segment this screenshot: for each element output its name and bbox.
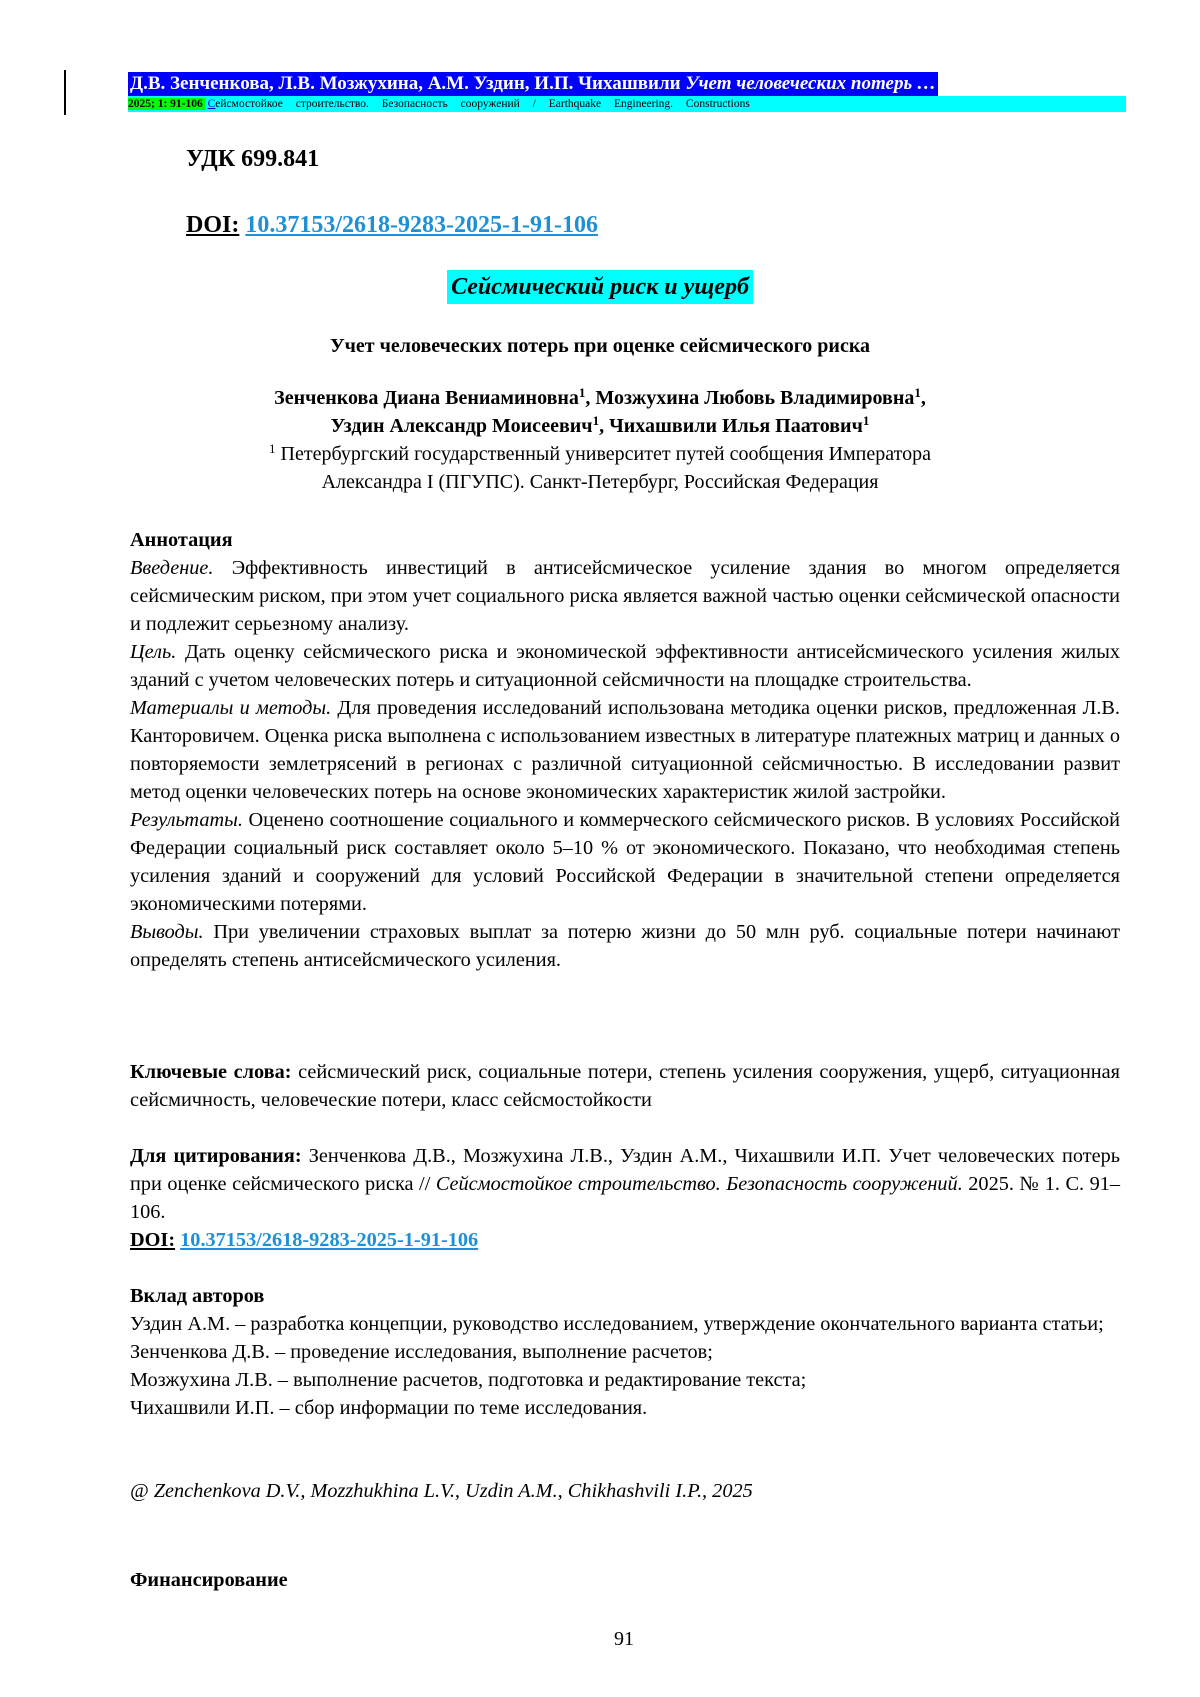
abstract-intro-text: Эффективность инвестиций в антисейсмическое усиление здания во многом определяется сейсмическим риском, при этом учет социального риска является важной частью оценки сейсмической опасности и подлежит серьезному анализу. (130, 557, 1120, 635)
copyright: @ Zenchenkova D.V., Mozzhukhina L.V., Uzdin A.M., Chikhashvili I.P., 2025 (130, 1477, 1120, 1505)
abstract-methods-text: Для проведения исследований использована методика оценки рисков, предложенная Л.В. Канторовичем. Оценка риска выполнена с использованием известных в литературе платежных матриц и данных о повторяемости землетрясений в регионах с различной ситуационной сейсмичностью. В исследовании развит метод оценки человеческих потерь на основе экономических характеристик жилой застройки. (130, 697, 1120, 803)
abstract-intro-label: Введение. (130, 557, 213, 579)
citation-journal: Сейсмостойкое строительство. Безопасность сооружений. (436, 1173, 963, 1195)
doi-line (186, 212, 598, 239)
doi-label: DOI: (186, 212, 239, 238)
abstract-methods-label: Материалы и методы. (130, 697, 331, 719)
affiliation-line-1: Петербургский государственный университет путей сообщения Императора (281, 443, 931, 465)
citation-doi (130, 1226, 1120, 1254)
abstract-conclusions (130, 918, 1120, 974)
citation-issue: 2025. № 1. С. 91–106. (130, 1173, 1120, 1223)
affiliation-mark: 1 (269, 441, 276, 456)
abstract-methods (130, 694, 1120, 806)
header-authors: Д.В. Зенченкова, Л.В. Мозжухина, А.М. Уздин, И.П. Чихашвили (130, 73, 681, 94)
author-name: Чихашвили Илья Паатович (609, 415, 863, 437)
citation-label: Для цитирования: (130, 1145, 302, 1167)
affiliation-mark: 1 (593, 413, 600, 428)
keywords-label: Ключевые слова: (130, 1061, 292, 1083)
abstract-conclusions-label: Выводы. (130, 921, 204, 943)
document-page (0, 0, 1200, 1697)
keywords (130, 1058, 1120, 1114)
affiliation-line-2: Александра I (ПГУПС). Санкт-Петербург, Российская Федерация (322, 471, 879, 493)
affiliation-mark: 1 (914, 385, 921, 400)
header-line-1 (128, 72, 938, 96)
funding-heading: Финансирование (130, 1566, 1120, 1594)
header-line-2 (128, 96, 1126, 112)
header-issue: 2025; 1: 91-106 (128, 98, 205, 110)
running-header (128, 72, 1128, 112)
header-title: Учет человеческих потерь … (685, 73, 936, 94)
citation-text: Зенченкова Д.В., Мозжухина Л.В., Уздин А.М., Чихашвили И.П. Учет человеческих потерь при оценке сейсмического риска // (130, 1145, 1120, 1195)
abstract-conclusions-text: При увеличении страховых выплат за потерю жизни до 50 млн руб. социальные потери начинают определять степень антисейсмического усиления. (130, 921, 1120, 971)
abstract-goal (130, 638, 1120, 694)
abstract-results-text: Оценено соотношение социального и коммерческого сейсмического рисков. В условиях Российской Федерации социальный риск составляет около 5–10 % от экономического. Показано, что необходимая степень усиления зданий и сооружений для условий Российской Федерации в значительной степени определяется экономическими потерями. (130, 809, 1120, 915)
citation-doi-label: DOI: (130, 1229, 175, 1251)
page-number: 91 (0, 1628, 1200, 1651)
keywords-text: сейсмический риск, социальные потери, степень усиления сооружения, ущерб, ситуационная сейсмичность, человеческие потери, класс сейсмостойкости (130, 1061, 1120, 1111)
doi-link[interactable]: 10.37153/2618-9283-2025-1-91-106 (245, 212, 598, 238)
abstract-heading: Аннотация (130, 526, 1120, 554)
affiliation (0, 440, 1200, 496)
abstract-goal-text: Дать оценку сейсмического риска и экономической эффективности антисейсмического усиления жилых зданий с учетом человеческих потерь и ситуационной сейсмичности на площадке строительства. (130, 641, 1120, 691)
revision-bar (64, 70, 66, 115)
abstract-results-label: Результаты. (130, 809, 243, 831)
author-name: Мозжухина Любовь Владимировна (595, 387, 914, 409)
author-list: Зенченкова Диана Вениаминовна1, Мозжухина Любовь Владимировна1, Уздин Александр Моисеевич1, Чихашвили Илья Паатович1 (0, 384, 1200, 440)
header-journal: ейсмостойкое строительство. Безопасность сооружений / Earthquake Engineering. Constructions (215, 98, 750, 110)
author-name: Зенченкова Диана Вениаминовна (274, 387, 579, 409)
affiliation-mark: 1 (579, 385, 586, 400)
affiliation-mark: 1 (863, 413, 870, 428)
author-name: Уздин Александр Моисеевич (331, 415, 593, 437)
abstract-goal-label: Цель. (130, 641, 176, 663)
contribution-item: Чихашвили И.П. – сбор информации по теме исследования. (130, 1394, 1120, 1422)
citation-doi-link[interactable]: 10.37153/2618-9283-2025-1-91-106 (180, 1229, 478, 1251)
abstract-results (130, 806, 1120, 918)
section-heading-wrap (0, 270, 1200, 304)
udk-code: УДК 699.841 (186, 146, 319, 173)
abstract (130, 526, 1120, 974)
contribution-item: Уздин А.М. – разработка концепции, руководство исследованием, утверждение окончательного варианта статьи; (130, 1310, 1120, 1338)
contribution-item: Зенченкова Д.В. – проведение исследования, выполнение расчетов; (130, 1338, 1120, 1366)
header-journal-initial: С (208, 98, 216, 110)
article-title: Учет человеческих потерь при оценке сейсмического риска (0, 335, 1200, 358)
contribution-item: Мозжухина Л.В. – выполнение расчетов, подготовка и редактирование текста; (130, 1366, 1120, 1394)
author-contributions (130, 1282, 1120, 1422)
abstract-intro (130, 554, 1120, 638)
section-heading: Сейсмический риск и ущерб (447, 270, 753, 304)
citation (130, 1142, 1120, 1254)
contributions-heading: Вклад авторов (130, 1282, 1120, 1310)
